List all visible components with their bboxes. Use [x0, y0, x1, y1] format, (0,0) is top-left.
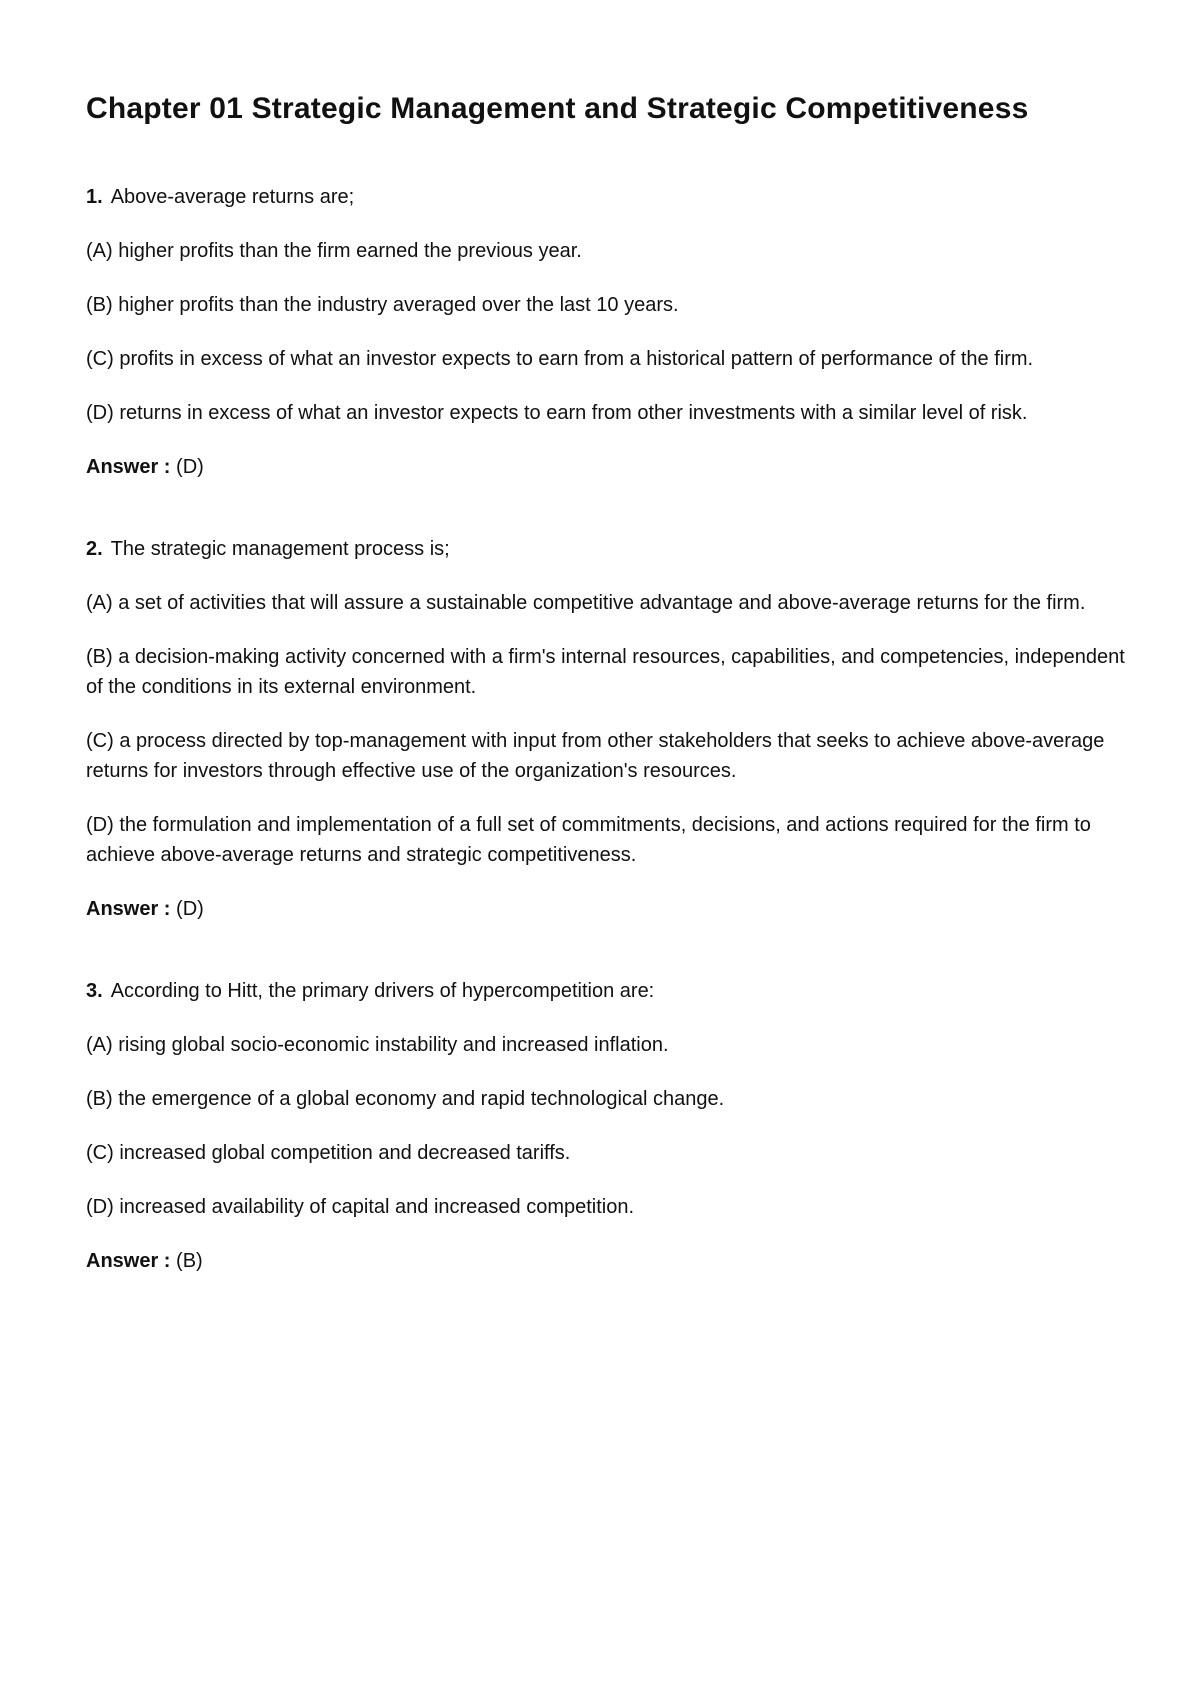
option-a: (A) higher profits than the firm earned the previous year.	[86, 240, 582, 262]
question-number: 3.	[86, 980, 103, 1002]
answer-label: Answer :	[86, 1250, 171, 1272]
chapter-title: Chapter 01 Strategic Management and Strategic Competitiveness	[86, 92, 1029, 125]
option-d: (D) returns in excess of what an investor expects to earn from other investments with a similar level of risk.	[86, 402, 1028, 424]
question-text: The strategic management process is;	[110, 538, 450, 560]
question-stem	[86, 976, 1126, 1006]
question-2	[86, 534, 1126, 924]
answer-label: Answer :	[86, 898, 171, 920]
option-b: (B) the emergence of a global economy and rapid technological change.	[86, 1088, 725, 1110]
option-c: (C) a process directed by top-management with input from other stakeholders that seeks to achieve above-average returns for investors through effective use of the organization's resources.	[86, 730, 1105, 782]
option-d: (D) increased availability of capital and increased competition.	[86, 1196, 635, 1218]
answer-value: (D)	[176, 456, 204, 478]
answer	[86, 452, 1126, 482]
option-b: (B) higher profits than the industry averaged over the last 10 years.	[86, 294, 679, 316]
option-c: (C) profits in excess of what an investor expects to earn from a historical pattern of performance of the firm.	[86, 348, 1034, 370]
answer-value: (B)	[176, 1250, 203, 1272]
answer-label: Answer :	[86, 456, 171, 478]
question-text: According to Hitt, the primary drivers of hypercompetition are:	[110, 980, 655, 1002]
question-1	[86, 182, 1126, 482]
option-b: (B) a decision-making activity concerned with a firm's internal resources, capabilities, and competencies, independent of the conditions in its external environment.	[86, 646, 1125, 698]
question-number: 2.	[86, 538, 103, 560]
document-content	[86, 86, 1126, 1276]
answer	[86, 894, 1126, 924]
question-number: 1.	[86, 186, 103, 208]
question-stem	[86, 182, 1126, 212]
question-text: Above-average returns are;	[110, 186, 355, 208]
option-a: (A) rising global socio-economic instability and increased inflation.	[86, 1034, 669, 1056]
answer	[86, 1246, 1126, 1276]
option-c: (C) increased global competition and decreased tariffs.	[86, 1142, 571, 1164]
answer-value: (D)	[176, 898, 204, 920]
question-stem	[86, 534, 1126, 564]
option-d: (D) the formulation and implementation of a full set of commitments, decisions, and actions required for the firm to achieve above-average returns and strategic competitiveness.	[86, 814, 1091, 866]
option-a: (A) a set of activities that will assure a sustainable competitive advantage and above-average returns for the firm.	[86, 592, 1086, 614]
question-3	[86, 976, 1126, 1276]
